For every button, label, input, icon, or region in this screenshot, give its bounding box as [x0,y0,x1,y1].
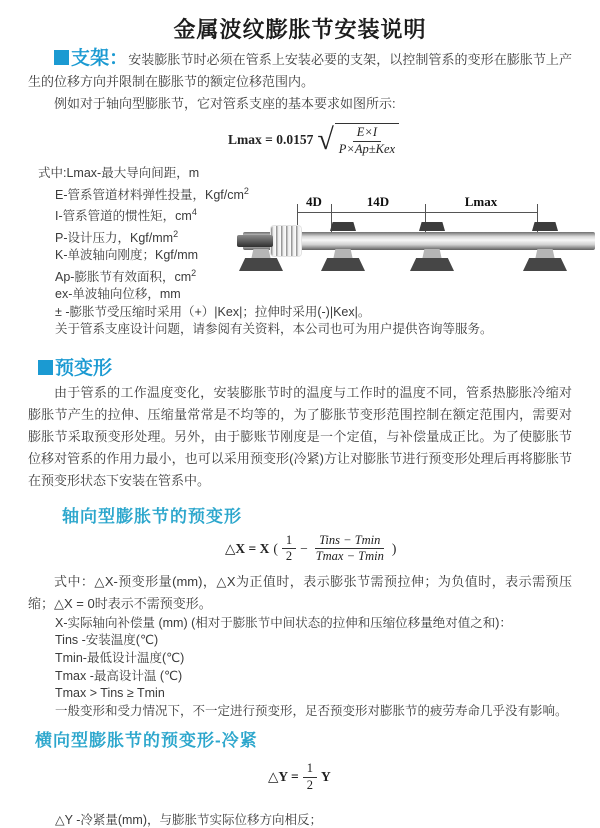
variable-line: 一般变形和受力情况下，不一定进行预变形，足否预变形对膨胀节的疲劳寿命几乎没有影响。 [55,703,568,718]
axial-variable-lines [55,615,600,721]
support-heading-text: 支架 [71,48,110,69]
lmax-formula-numerator: E×I [353,125,381,142]
dx-formula-lhs: △X = X [225,540,270,556]
dx-formula-close-paren: ) [391,540,397,556]
lmax-formula-denominator: P×Ap±Kex [338,141,396,156]
variable-line: Tmax > Tins ≥ Tmin [55,686,165,701]
dx-formula-open-paren: ( [273,540,278,556]
dimension-label-14d: 14D [366,194,390,209]
pipe-guide-support [319,222,367,274]
section-square-icon [38,360,53,375]
support-heading-colon: ： [109,48,129,69]
variable-line: X-实际轴向补偿量 (mm) (相对于膨胀节中间状态的拉伸和压缩位移量绝对值之和)： [55,615,512,630]
support-intro-paragraph [28,48,572,93]
dimension-label-lmax: Lmax [464,194,498,209]
lmax-formula [228,123,600,157]
definition-line: ex-单波轴向位移，mm [55,287,181,302]
support-spacing-diagram [243,193,595,285]
definition-line: 关于管系支座设计问题，请参阅有关资料，本公司也可为用户提供咨询等服务。 [55,322,493,337]
transverse-predeform-formula [268,761,600,793]
support-intro-text: 安装膨胀节时必须在管系上安装必要的支架，以控制管系的变形在膨胀节上产生的位移方向并限制在膨胀节的额定位移范围内。 [28,52,572,89]
dy-formula-lhs: △Y = [268,769,299,785]
pipe-guide-support [521,222,569,274]
dx-explanation: 式中：△X-预变形量(mm)，△X为正值时，表示膨张节需预拉伸；为负值时，表示需预压缩；△X = 0时表示不需预变形。 [28,573,572,611]
axial-predeform-heading: 轴向型膨胀节的预变形 [62,506,242,526]
dimension-label-4d: 4D [306,194,322,209]
predeform-section-heading [38,353,600,380]
pipe-anchor-support [237,222,285,274]
definition-line: 式中:Lmax-最大导向间距，m [38,166,200,181]
anchor-clamp [237,235,273,247]
page-title: 金属波纹膨胀节安装说明 [173,17,427,42]
dy-formula-rhs: Y [320,769,331,785]
axial-predeform-formula [225,533,600,565]
predeform-paragraph: 由于管系的工作温度变化，安装膨胀节时的温度与工作时的温度不同，管系热膨胀冷缩对膨胀节产生的拉伸、压缩量常常是不均等的，为了膨胀节变形范围控制在额定范围内，需要对膨胀节采取预变形处理。另外，由于膨账节刚度是一个定值，与补偿量成正比。为了使膨胀节位移对管系的作用力最小，也可以采用预变形(冷紧)方让对膨胀节进行预变形处理后再将膨胀节在预变形状态下安装在管系中。 [28,384,572,488]
dx-formula-half-fraction: $\frac{1}{2}$ [282,533,296,565]
dx-formula-minus: − [300,540,308,556]
definition-line: K-单波轴向刚度；Kgf/mm [55,248,199,263]
radical-sign: √ [317,123,334,157]
support-section-heading [54,48,128,69]
support-example-text: 例如对于轴向型膨胀节，它对管系支座的基本要求如图所示: [54,96,396,111]
transverse-predeform-heading: 横向型膨胀节的预变形-冷紧 [35,731,258,751]
pipe-guide-support [408,222,456,274]
dx-formula-temp-fraction: $\frac{\text{Tins − Tmin}}{Tmax - Tmin}$ [315,532,384,564]
dy-formula-half-fraction: $\frac{1}{2}$ [303,761,317,793]
lmax-formula-lhs: Lmax = 0.0157 [228,132,314,148]
variable-line: Tmax -最高设计温 (℃) [55,668,183,683]
variable-line: Tmin-最低设计温度(℃) [55,650,185,665]
definition-line: Ap-膨胀节有效面积，$cm^2$ [55,267,197,284]
dy-note: △Y -冷紧量(mm)，与膨胀节实际位移方向相反； [55,812,323,827]
definition-line: ± -膨胀节受压缩时采用（+）|Kex|；拉伸时采用(-)|Kex|。 [55,304,371,319]
definition-line: E-管系管道材料弹性投量，Kgf/$cm^2$ [55,185,249,202]
dimension-line [297,212,537,213]
lmax-formula-fraction [335,123,399,157]
definition-line: I-管系管道的惯性矩，$cm^4$ [55,207,197,224]
section-square-icon [54,50,69,65]
predeform-heading-text: 预变形 [55,357,113,379]
variable-line: Tins -安装温度(℃) [55,633,159,648]
definition-line: P-设计压力，Kgf/$mm^2$ [55,228,179,245]
